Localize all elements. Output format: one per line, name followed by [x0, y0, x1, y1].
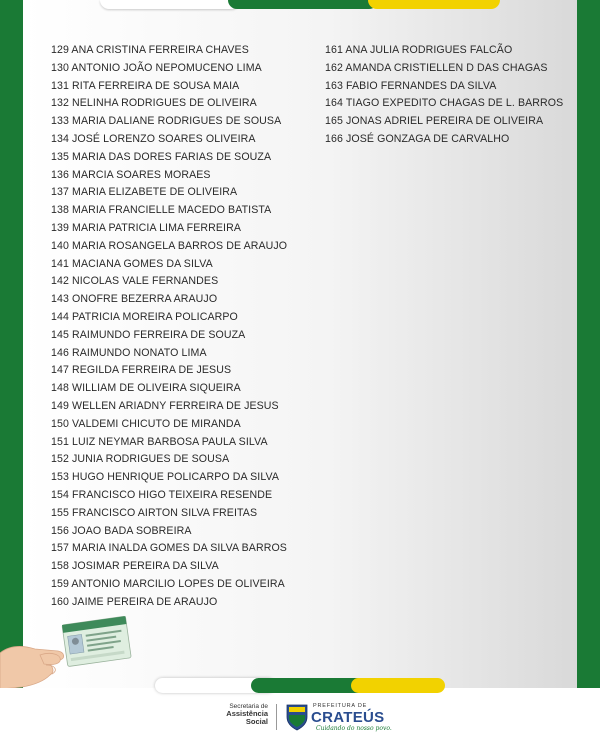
list-item: 130 ANTONIO JOÃO NEPOMUCENO LIMA — [51, 61, 262, 74]
list-item: 135 MARIA DAS DORES FARIAS DE SOUZA — [51, 150, 272, 163]
bottom-bar-yellow-segment — [351, 678, 445, 693]
list-item: 162 AMANDA CRISTIELLEN D DAS CHAGAS — [325, 61, 548, 74]
list-item: 144 PATRICIA MOREIRA POLICARPO — [51, 310, 238, 323]
list-item: 148 WILLIAM DE OLIVEIRA SIQUEIRA — [51, 382, 241, 395]
list-item: 136 MARCIA SOARES MORAES — [51, 168, 211, 181]
list-item: 163 FABIO FERNANDES DA SILVA — [325, 79, 497, 92]
list-item: 129 ANA CRISTINA FERREIRA CHAVES — [51, 44, 249, 56]
secretaria-logo — [218, 703, 268, 726]
bottom-color-bar — [155, 678, 445, 693]
list-item: 147 REGILDA FERREIRA DE JESUS — [51, 364, 232, 377]
list-item: 131 RITA FERREIRA DE SOUSA MAIA — [51, 79, 240, 92]
list-item: 139 MARIA PATRICIA LIMA FERREIRA — [51, 221, 242, 234]
list-item: 138 MARIA FRANCIELLE MACEDO BATISTA — [51, 204, 272, 217]
list-item: 156 JOAO BADA SOBREIRA — [51, 524, 192, 537]
name-list-left — [51, 42, 287, 612]
list-item: 140 MARIA ROSANGELA BARROS DE ARAUJO — [51, 239, 288, 252]
list-item: 164 TIAGO EXPEDITO CHAGAS DE L. BARROS — [325, 97, 564, 110]
list-item: 149 WELLEN ARIADNY FERREIRA DE JESUS — [51, 399, 279, 412]
list-item: 153 HUGO HENRIQUE POLICARPO DA SILVA — [51, 471, 280, 484]
top-color-bar — [100, 0, 500, 9]
top-bar-yellow-segment — [368, 0, 500, 9]
list-item: 165 JONAS ADRIEL PEREIRA DE OLIVEIRA — [325, 115, 544, 128]
top-bar-white-segment — [100, 0, 240, 9]
list-item: 151 LUIZ NEYMAR BARBOSA PAULA SILVA — [51, 435, 268, 448]
list-item: 158 JOSIMAR PEREIRA DA SILVA — [51, 560, 219, 573]
list-item: 159 ANTONIO MARCILIO LOPES DE OLIVEIRA — [51, 577, 285, 590]
list-item: 166 JOSÉ GONZAGA DE CARVALHO — [325, 132, 510, 145]
logo-divider — [276, 704, 277, 730]
secretaria-line2: Assistência — [226, 709, 268, 718]
list-item: 146 RAIMUNDO NONATO LIMA — [51, 346, 207, 359]
city-slogan: Cuidando do nosso povo. — [316, 725, 392, 732]
list-item: 150 VALDEMI CHICUTO DE MIRANDA — [51, 417, 241, 430]
list-item: 132 NELINHA RODRIGUES DE OLIVEIRA — [51, 97, 257, 110]
top-bar-green-segment — [228, 0, 378, 9]
list-item: 142 NICOLAS VALE FERNANDES — [51, 275, 219, 288]
list-item: 157 MARIA INALDA GOMES DA SILVA BARROS — [51, 542, 287, 555]
list-item: 161 ANA JULIA RODRIGUES FALCÃO — [325, 44, 513, 56]
list-item: 160 JAIME PEREIRA DE ARAUJO — [51, 595, 218, 608]
city-name: CRATEÚS — [311, 709, 385, 726]
secretaria-line3: Social — [245, 717, 268, 726]
prefeitura-label: PREFEITURA DE — [313, 703, 368, 709]
list-item: 152 JUNIA RODRIGUES DE SOUSA — [51, 453, 230, 466]
list-item: 143 ONOFRE BEZERRA ARAUJO — [51, 293, 218, 306]
list-item: 154 FRANCISCO HIGO TEIXEIRA RESENDE — [51, 488, 273, 501]
list-item: 155 FRANCISCO AIRTON SILVA FREITAS — [51, 506, 258, 519]
list-item: 145 RAIMUNDO FERREIRA DE SOUZA — [51, 328, 246, 341]
list-item: 137 MARIA ELIZABETE DE OLIVEIRA — [51, 186, 238, 199]
list-item: 133 MARIA DALIANE RODRIGUES DE SOUSA — [51, 115, 282, 128]
secretaria-line1: Secretaria de — [229, 703, 268, 710]
crateus-shield-icon — [286, 703, 308, 736]
list-item: 134 JOSÉ LORENZO SOARES OLIVEIRA — [51, 132, 256, 145]
list-item: 141 MACIANA GOMES DA SILVA — [51, 257, 213, 270]
name-list-right — [325, 42, 563, 149]
